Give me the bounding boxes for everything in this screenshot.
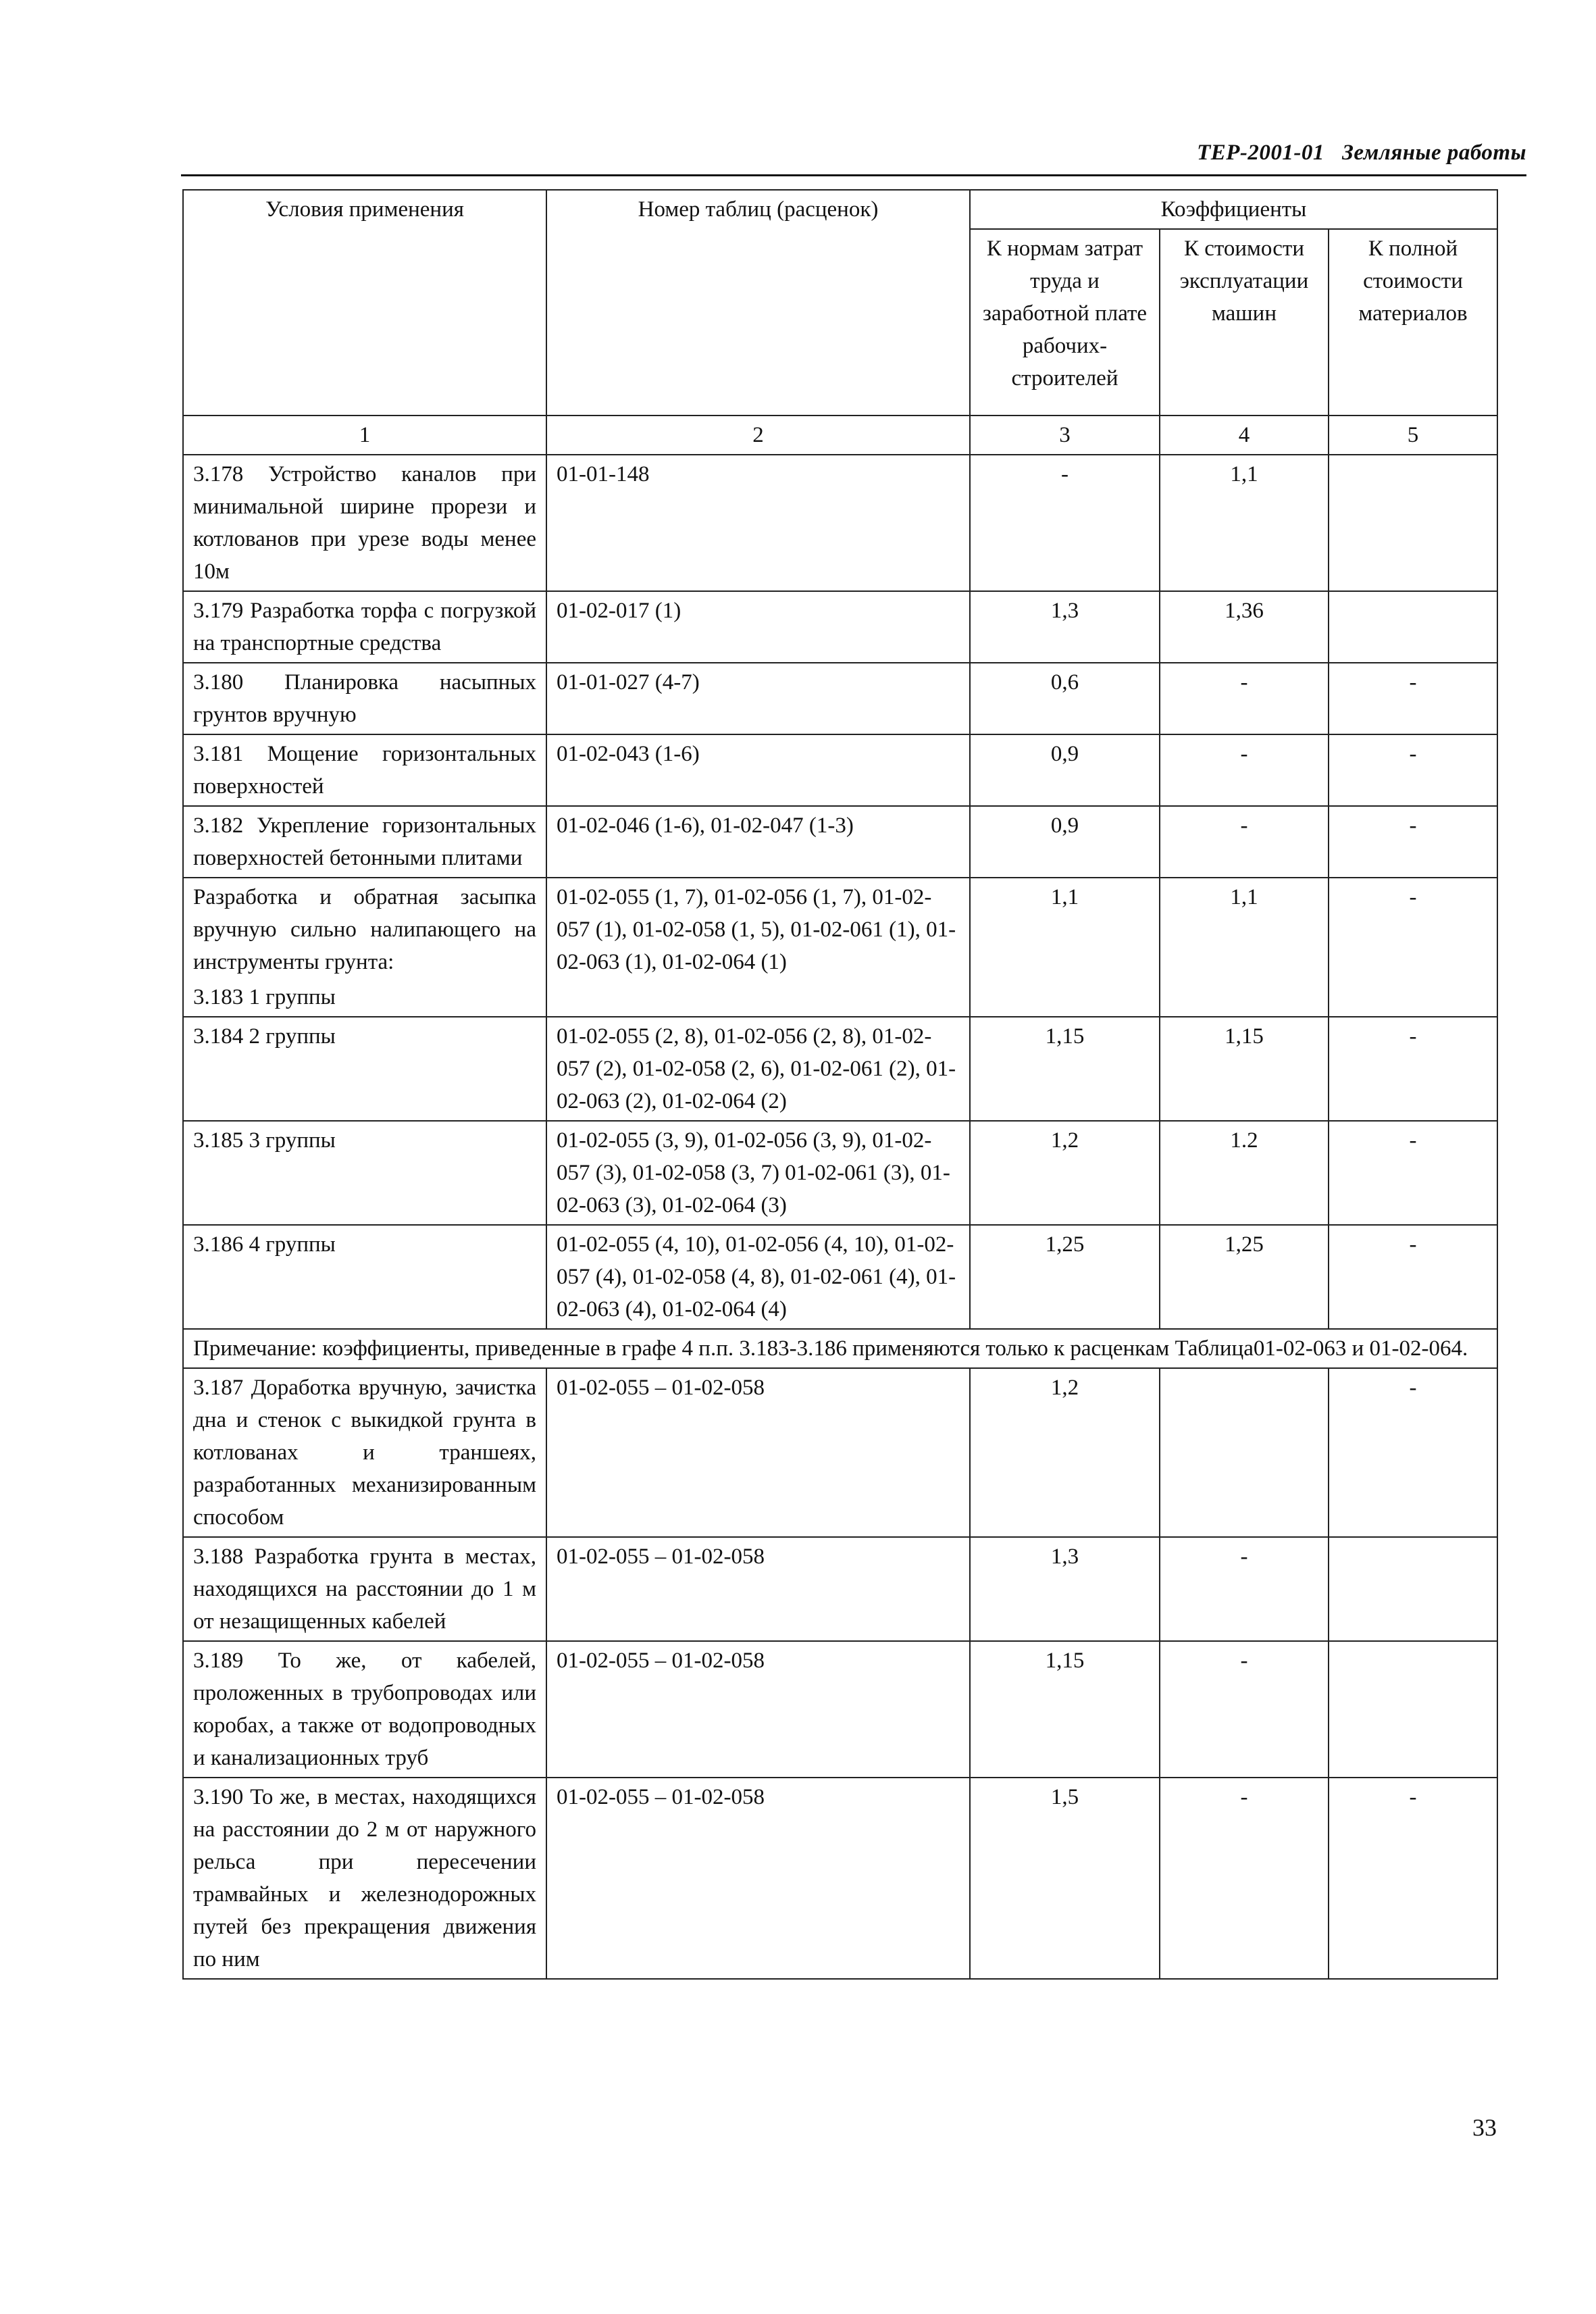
material-coef: - <box>1329 1778 1497 1979</box>
material-coef: - <box>1329 1017 1497 1121</box>
note-row <box>183 1329 1497 1368</box>
tables-cell: 01-02-055 (2, 8), 01-02-056 (2, 8), 01-02-057 (2), 01-02-058 (2, 6), 01-02-061 (2), 01-02-063 (2), 01-02-064 (2) <box>546 1017 970 1121</box>
tables-cell: 01-02-055 (4, 10), 01-02-056 (4, 10), 01-02-057 (4), 01-02-058 (4, 8), 01-02-061 (4), 01-02-063 (4), 01-02-064 (4) <box>546 1225 970 1329</box>
column-number: 4 <box>1160 416 1329 455</box>
column-number: 1 <box>183 416 546 455</box>
table-row <box>183 1778 1497 1979</box>
table-row <box>183 1121 1497 1225</box>
header-table-numbers: Номер таблиц (расценок) <box>546 190 970 416</box>
tables-cell: 01-02-055 – 01-02-058 <box>546 1778 970 1979</box>
doc-code: ТЕР-2001-01 <box>1197 141 1324 165</box>
material-coef: - <box>1329 1225 1497 1329</box>
material-coef: - <box>1329 663 1497 734</box>
labor-coef: 0,9 <box>970 806 1160 878</box>
machine-coef: 1,25 <box>1160 1225 1329 1329</box>
table-row <box>183 734 1497 806</box>
coefficients-table <box>182 189 1498 1980</box>
table-row <box>183 1017 1497 1121</box>
machine-coef: - <box>1160 806 1329 878</box>
column-number: 2 <box>546 416 970 455</box>
header-materials: К полной стоимости материалов <box>1329 229 1497 416</box>
labor-coef: 1,1 <box>970 878 1160 1017</box>
labor-coef: 1,15 <box>970 1641 1160 1778</box>
running-header-text <box>1197 141 1526 166</box>
condition-cell: 3.185 3 группы <box>183 1121 546 1225</box>
material-coef: - <box>1329 734 1497 806</box>
machine-coef: - <box>1160 663 1329 734</box>
machine-coef: - <box>1160 1537 1329 1641</box>
condition-cell <box>183 878 546 1017</box>
machine-coef: 1,1 <box>1160 455 1329 591</box>
column-number: 5 <box>1329 416 1497 455</box>
machine-coef <box>1160 1368 1329 1537</box>
header-conditions: Условия применения <box>183 190 546 416</box>
header-labor: К нормам затрат труда и заработной плате рабочих-строителей <box>970 229 1160 416</box>
condition-cell: 3.184 2 группы <box>183 1017 546 1121</box>
labor-coef: 1,3 <box>970 591 1160 663</box>
machine-coef: - <box>1160 734 1329 806</box>
material-coef <box>1329 591 1497 663</box>
table-row <box>183 591 1497 663</box>
labor-coef: - <box>970 455 1160 591</box>
condition-cell: 3.180 Планировка насыпных грунтов вручную <box>183 663 546 734</box>
material-coef <box>1329 1537 1497 1641</box>
table-row <box>183 1368 1497 1537</box>
material-coef: - <box>1329 1368 1497 1537</box>
tables-cell: 01-02-043 (1-6) <box>546 734 970 806</box>
page-number: 33 <box>1472 2114 1497 2141</box>
section-title: Земляные работы <box>1342 141 1526 165</box>
tables-cell: 01-02-055 – 01-02-058 <box>546 1368 970 1537</box>
tables-cell: 01-02-017 (1) <box>546 591 970 663</box>
condition-cell: 3.190 То же, в местах, находящихся на расстоянии до 2 м от наружного рельса при пересечении трамвайных и железнодорожных путей без прекращения движения по ним <box>183 1778 546 1979</box>
tables-cell: 01-02-055 – 01-02-058 <box>546 1641 970 1778</box>
condition-cell: 3.188 Разработка грунта в местах, находящихся на расстоянии до 1 м от незащищенных кабелей <box>183 1537 546 1641</box>
table-note: Примечание: коэффициенты, приведенные в графе 4 п.п. 3.183-3.186 применяются только к расценкам Таблица01-02-063 и 01-02-064. <box>183 1329 1497 1368</box>
machine-coef: 1,36 <box>1160 591 1329 663</box>
material-coef <box>1329 455 1497 591</box>
material-coef: - <box>1329 806 1497 878</box>
condition-group-text: Разработка и обратная засыпка вручную сильно налипающего на инструменты грунта: <box>193 885 536 974</box>
column-number: 3 <box>970 416 1160 455</box>
labor-coef: 1,15 <box>970 1017 1160 1121</box>
machine-coef: 1.2 <box>1160 1121 1329 1225</box>
material-coef: - <box>1329 878 1497 1017</box>
running-header <box>181 141 1526 174</box>
table-row <box>183 1641 1497 1778</box>
labor-coef: 0,6 <box>970 663 1160 734</box>
table-row <box>183 1225 1497 1329</box>
condition-cell: 3.186 4 группы <box>183 1225 546 1329</box>
table-row <box>183 1537 1497 1641</box>
table-row <box>183 663 1497 734</box>
condition-cell: 3.178 Устройство каналов при минимальной ширине прорези и котлованов при урезе воды менее 10м <box>183 455 546 591</box>
header-machines: К стоимости эксплуатации машин <box>1160 229 1329 416</box>
machine-coef: 1,1 <box>1160 878 1329 1017</box>
tables-cell: 01-01-148 <box>546 455 970 591</box>
material-coef <box>1329 1641 1497 1778</box>
header-coefficients: Коэффициенты <box>970 190 1497 229</box>
labor-coef: 1,3 <box>970 1537 1160 1641</box>
labor-coef: 1,2 <box>970 1121 1160 1225</box>
condition-subitem: 3.183 1 группы <box>193 985 336 1009</box>
labor-coef: 0,9 <box>970 734 1160 806</box>
table-row <box>183 806 1497 878</box>
labor-coef: 1,2 <box>970 1368 1160 1537</box>
table-row <box>183 878 1497 1017</box>
machine-coef: 1,15 <box>1160 1017 1329 1121</box>
labor-coef: 1,5 <box>970 1778 1160 1979</box>
material-coef: - <box>1329 1121 1497 1225</box>
condition-cell: 3.182 Укрепление горизонтальных поверхностей бетонными плитами <box>183 806 546 878</box>
tables-cell: 01-02-055 (3, 9), 01-02-056 (3, 9), 01-02-057 (3), 01-02-058 (3, 7) 01-02-061 (3), 01-02-063 (3), 01-02-064 (3) <box>546 1121 970 1225</box>
condition-cell: 3.187 Доработка вручную, зачистка дна и стенок с выкидкой грунта в котлованах и траншеях, разработанных механизированным способом <box>183 1368 546 1537</box>
machine-coef: - <box>1160 1641 1329 1778</box>
tables-cell: 01-02-055 – 01-02-058 <box>546 1537 970 1641</box>
condition-cell: 3.189 То же, от кабелей, проложенных в трубопроводах или коробах, а также от водопроводных и канализационных труб <box>183 1641 546 1778</box>
tables-cell: 01-02-046 (1-6), 01-02-047 (1-3) <box>546 806 970 878</box>
header-rule <box>181 174 1526 176</box>
tables-cell: 01-01-027 (4-7) <box>546 663 970 734</box>
condition-cell: 3.179 Разработка торфа с погрузкой на транспортные средства <box>183 591 546 663</box>
tables-cell: 01-02-055 (1, 7), 01-02-056 (1, 7), 01-02-057 (1), 01-02-058 (1, 5), 01-02-061 (1), 01-02-063 (1), 01-02-064 (1) <box>546 878 970 1017</box>
table-row <box>183 455 1497 591</box>
condition-cell: 3.181 Мощение горизонтальных поверхностей <box>183 734 546 806</box>
labor-coef: 1,25 <box>970 1225 1160 1329</box>
machine-coef: - <box>1160 1778 1329 1979</box>
